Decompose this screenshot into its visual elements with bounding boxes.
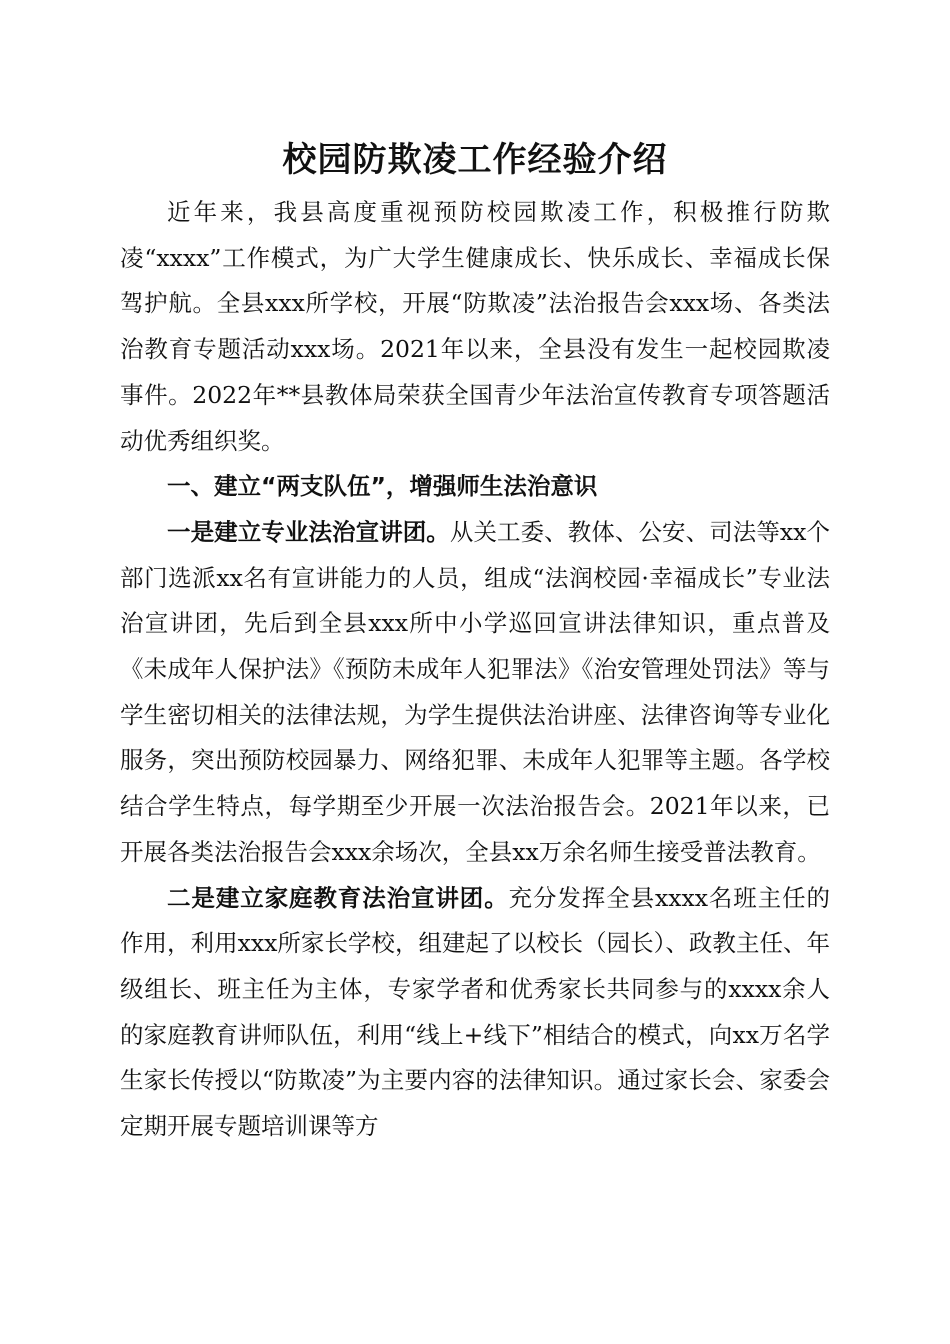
paragraph-1-lead: 一是建立专业法治宣讲团。 [167,517,450,546]
paragraph-2 [120,876,830,1150]
document-body [120,130,830,1150]
paragraph-2-lead: 二是建立家庭教育法治宣讲团。 [167,883,509,912]
paragraph-1 [120,510,830,876]
intro-paragraph: 近年来，我县高度重视预防校园欺凌工作，积极推行防欺凌“xxxx”工作模式，为广大学生健康成长、快乐成长、幸福成长保驾护航。全县xxx所学校，开展“防欺凌”法治报告会xxx场、各类法治教育专题活动xxx场。2021年以来，全县没有发生一起校园欺凌事件。2022年**县教体局荣获全国青少年法治宣传教育专项答题活动优秀组织奖。 [120,198,830,455]
paragraph-2-body: 充分发挥全县xxxx名班主任的作用，利用xxx所家长学校，组建起了以校长（园长）、政教主任、年级组长、班主任为主体，专家学者和优秀家长共同参与的xxxx余人的家庭教育讲师队伍，利用“线上+线下”相结合的模式，向xx万名学生家长传授以“防欺凌”为主要内容的法律知识。通过家长会、家委会定期开展专题培训课等方 [120,883,830,1141]
paragraph-1-body: 从关工委、教体、公安、司法等xx个部门选派xx名有宣讲能力的人员，组成“法润校园·幸福成长”专业法治宣讲团，先后到全县xxx所中小学巡回宣讲法律知识，重点普及《未成年人保护法》《预防未成年人犯罪法》《治安管理处罚法》等与学生密切相关的法律法规，为学生提供法治讲座、法律咨询等专业化服务，突出预防校园暴力、网络犯罪、未成年人犯罪等主题。各学校结合学生特点，每学期至少开展一次法治报告会。2021年以来，已开展各类法治报告会xxx余场次，全县xx万余名师生接受普法教育。 [120,517,830,866]
document-title: 校园防欺凌工作经验介绍 [282,140,668,180]
section-heading: 一、建立“两支队伍”，增强师生法治意识 [167,472,598,501]
